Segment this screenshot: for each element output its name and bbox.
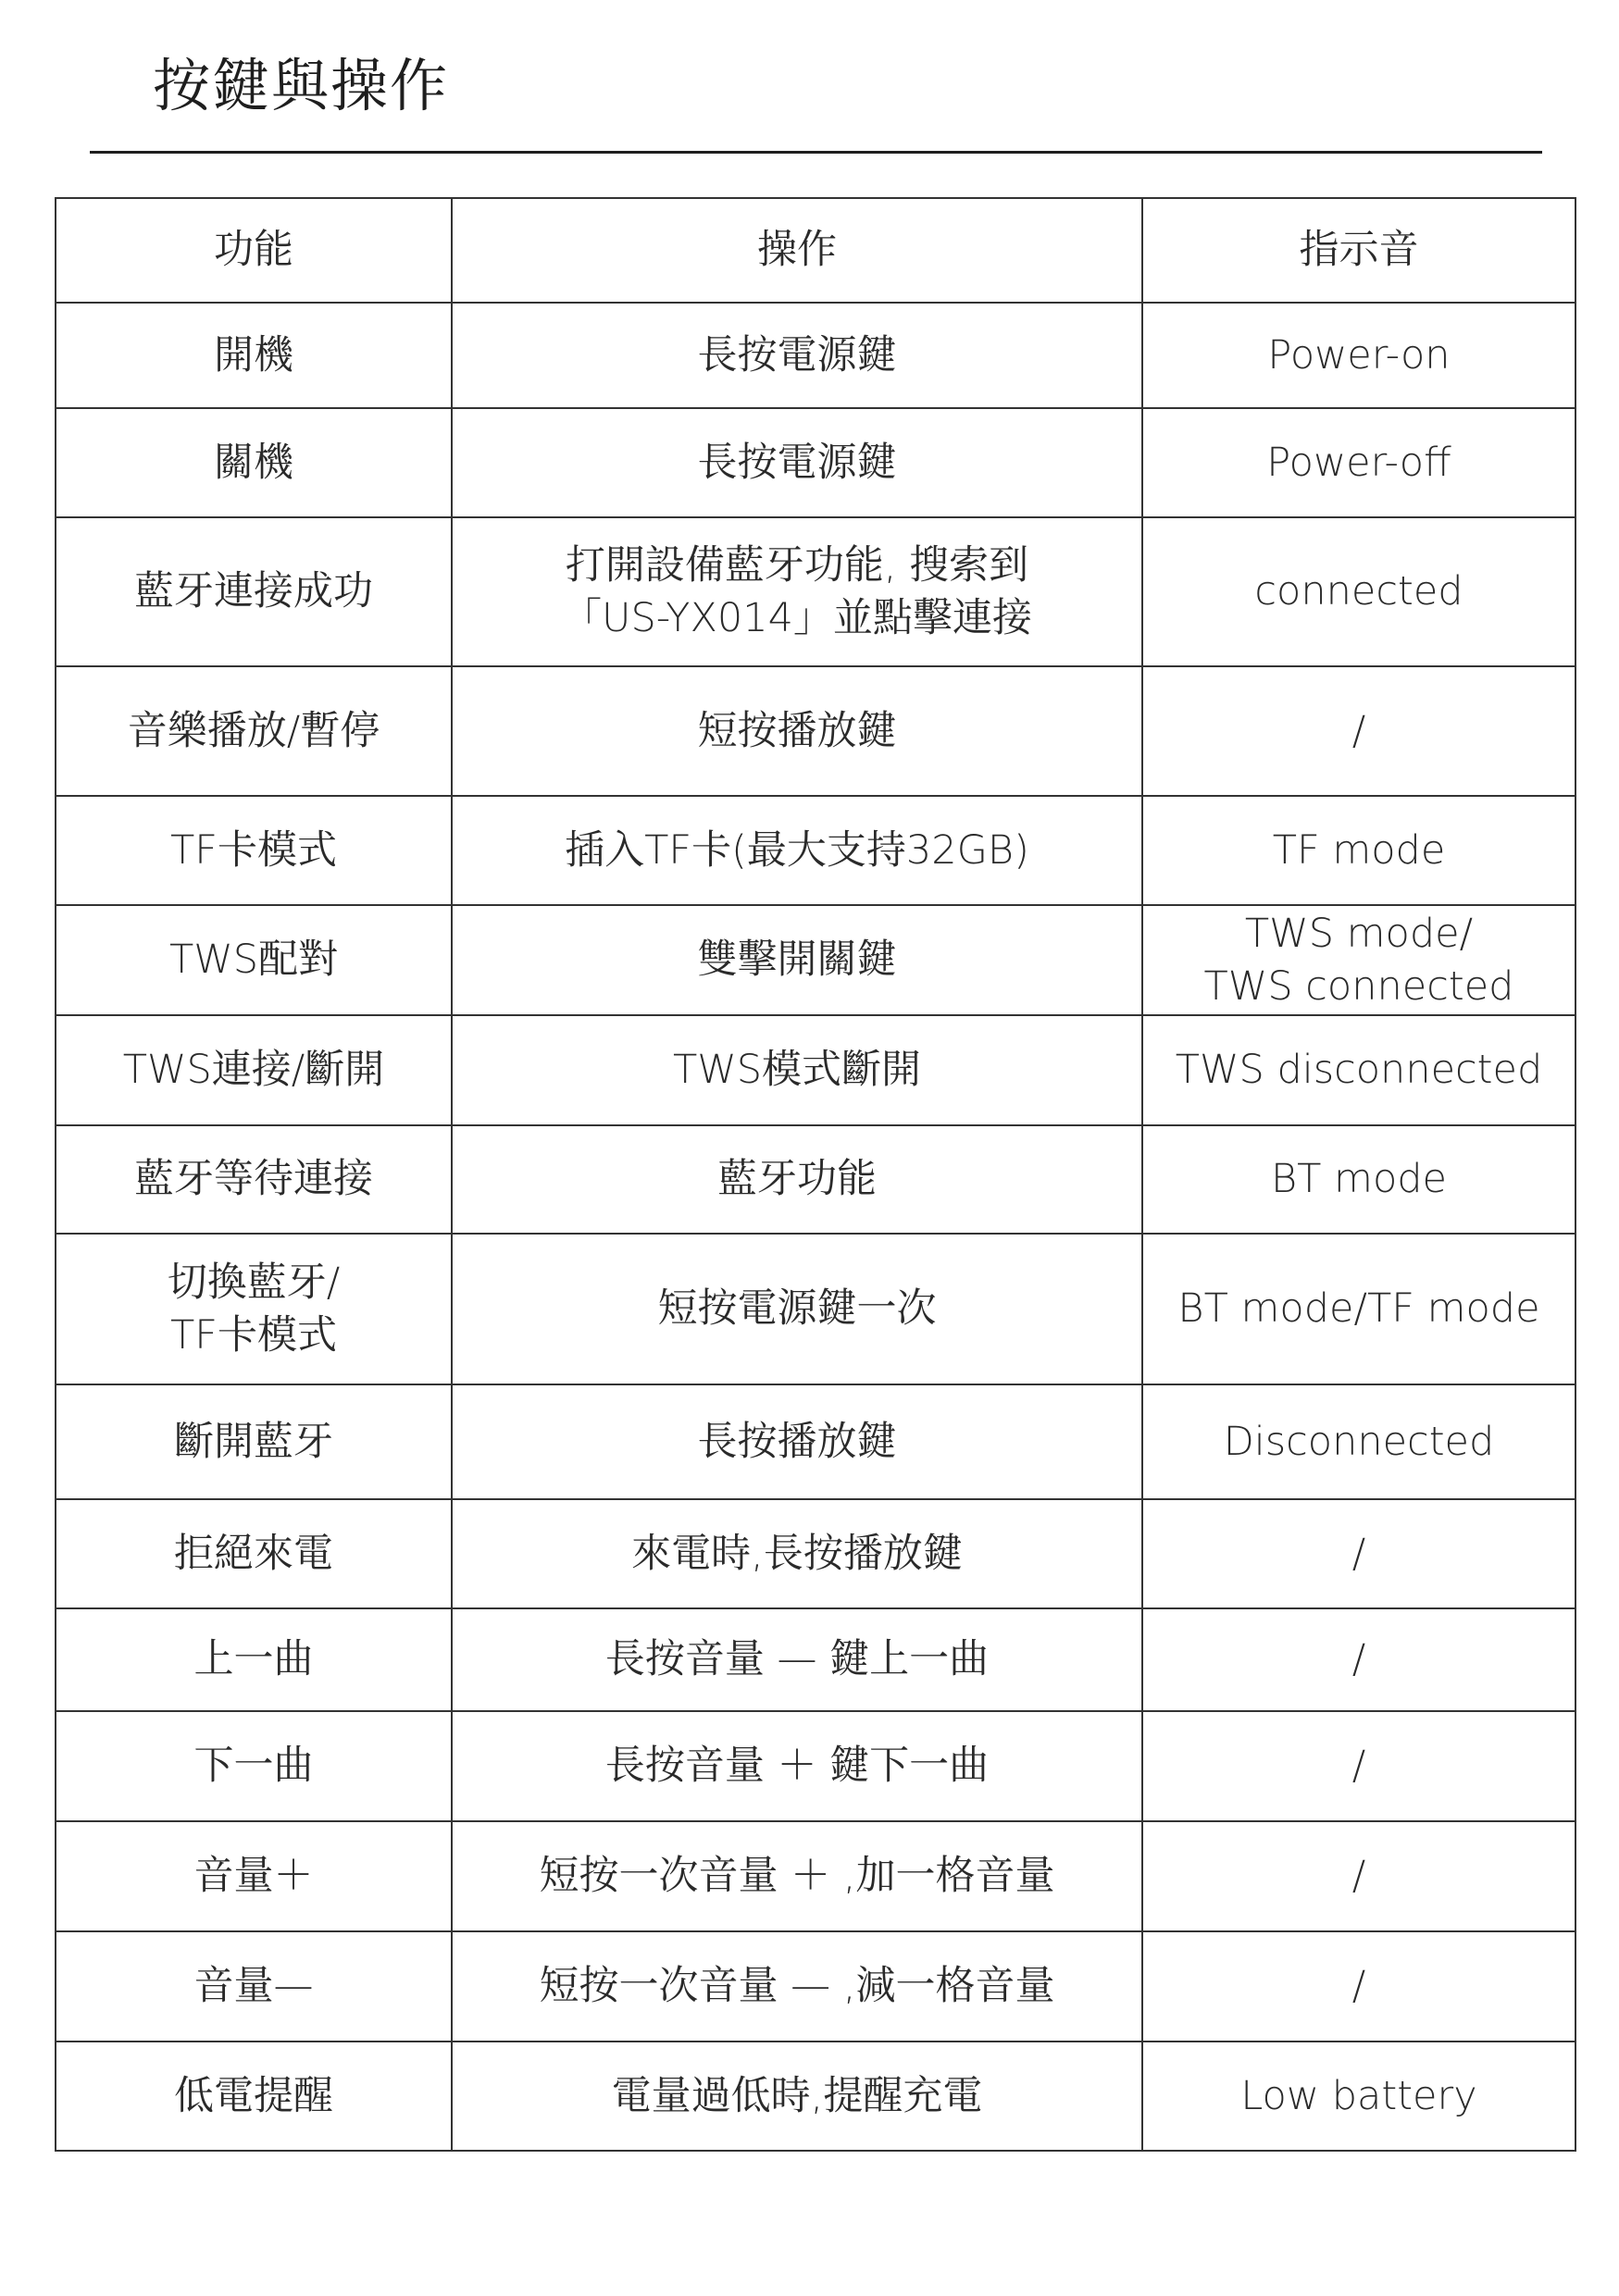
- tone-cell: Low battery: [1142, 2042, 1575, 2151]
- operation-table: [55, 197, 1576, 2152]
- table-row: [56, 517, 1575, 666]
- function-cell: 音樂播放/暫停: [56, 666, 452, 796]
- operation-cell: 長按播放鍵: [452, 1384, 1142, 1499]
- function-cell: 音量—: [56, 1931, 452, 2042]
- table-row: [56, 1499, 1575, 1608]
- operation-cell: 短按一次音量 ＋ ,加一格音量: [452, 1821, 1142, 1931]
- operation-cell: 長按音量 ＋ 鍵下一曲: [452, 1711, 1142, 1821]
- function-cell: 音量＋: [56, 1821, 452, 1931]
- tone-cell: Power-on: [1142, 303, 1575, 408]
- operation-cell: 雙擊開關鍵: [452, 905, 1142, 1015]
- operation-cell: 長按電源鍵: [452, 408, 1142, 517]
- table-row: [56, 666, 1575, 796]
- header-tone: 指示音: [1142, 198, 1575, 303]
- table-row: [56, 905, 1575, 1015]
- tone-cell: /: [1142, 1608, 1575, 1711]
- operation-cell: 長按音量 — 鍵上一曲: [452, 1608, 1142, 1711]
- operation-cell: 來電時,長按播放鍵: [452, 1499, 1142, 1608]
- table-row: [56, 1711, 1575, 1821]
- table-row: [56, 1821, 1575, 1931]
- table-row: [56, 1015, 1575, 1125]
- table-row: [56, 796, 1575, 905]
- function-cell: 開機: [56, 303, 452, 408]
- function-cell: 低電提醒: [56, 2042, 452, 2151]
- function-cell: TF卡模式: [56, 796, 452, 905]
- tone-cell: /: [1142, 666, 1575, 796]
- function-cell: 下一曲: [56, 1711, 452, 1821]
- title-divider: [90, 151, 1542, 154]
- tone-cell: /: [1142, 1821, 1575, 1931]
- operation-cell: 短按播放鍵: [452, 666, 1142, 796]
- function-cell: 拒絕來電: [56, 1499, 452, 1608]
- tone-cell: /: [1142, 1931, 1575, 2042]
- tone-cell: TWS mode/ TWS connected: [1142, 905, 1575, 1015]
- table-header-row: [56, 198, 1575, 303]
- function-cell: TWS連接/斷開: [56, 1015, 452, 1125]
- tone-cell: /: [1142, 1499, 1575, 1608]
- header-operation: 操作: [452, 198, 1142, 303]
- operation-cell: 插入TF卡(最大支持32GB): [452, 796, 1142, 905]
- operation-cell: 長按電源鍵: [452, 303, 1142, 408]
- tone-cell: connected: [1142, 517, 1575, 666]
- function-cell: 藍牙等待連接: [56, 1125, 452, 1234]
- tone-cell: TF mode: [1142, 796, 1575, 905]
- function-cell: 上一曲: [56, 1608, 452, 1711]
- function-cell: TWS配對: [56, 905, 452, 1015]
- operation-cell: 打開設備藍牙功能, 搜索到 「US-YX014」並點擊連接: [452, 517, 1142, 666]
- table-row: [56, 2042, 1575, 2151]
- tone-cell: Disconnected: [1142, 1384, 1575, 1499]
- table-row: [56, 1384, 1575, 1499]
- function-cell: 關機: [56, 408, 452, 517]
- header-function: 功能: [56, 198, 452, 303]
- tone-cell: BT mode: [1142, 1125, 1575, 1234]
- table-row: [56, 1125, 1575, 1234]
- table-row: [56, 1608, 1575, 1711]
- function-cell: 切換藍牙/ TF卡模式: [56, 1234, 452, 1384]
- operation-cell: 藍牙功能: [452, 1125, 1142, 1234]
- page-title: 按鍵與操作: [153, 52, 450, 119]
- tone-cell: BT mode/TF mode: [1142, 1234, 1575, 1384]
- table-row: [56, 408, 1575, 517]
- tone-cell: Power-off: [1142, 408, 1575, 517]
- tone-cell: TWS disconnected: [1142, 1015, 1575, 1125]
- function-cell: 藍牙連接成功: [56, 517, 452, 666]
- operation-cell: 短按電源鍵一次: [452, 1234, 1142, 1384]
- tone-cell: /: [1142, 1711, 1575, 1821]
- operation-cell: 短按一次音量 — ,減一格音量: [452, 1931, 1142, 2042]
- table-row: [56, 1931, 1575, 2042]
- table-row: [56, 303, 1575, 408]
- table-row: [56, 1234, 1575, 1384]
- operation-cell: TWS模式斷開: [452, 1015, 1142, 1125]
- function-cell: 斷開藍牙: [56, 1384, 452, 1499]
- operation-cell: 電量過低時,提醒充電: [452, 2042, 1142, 2151]
